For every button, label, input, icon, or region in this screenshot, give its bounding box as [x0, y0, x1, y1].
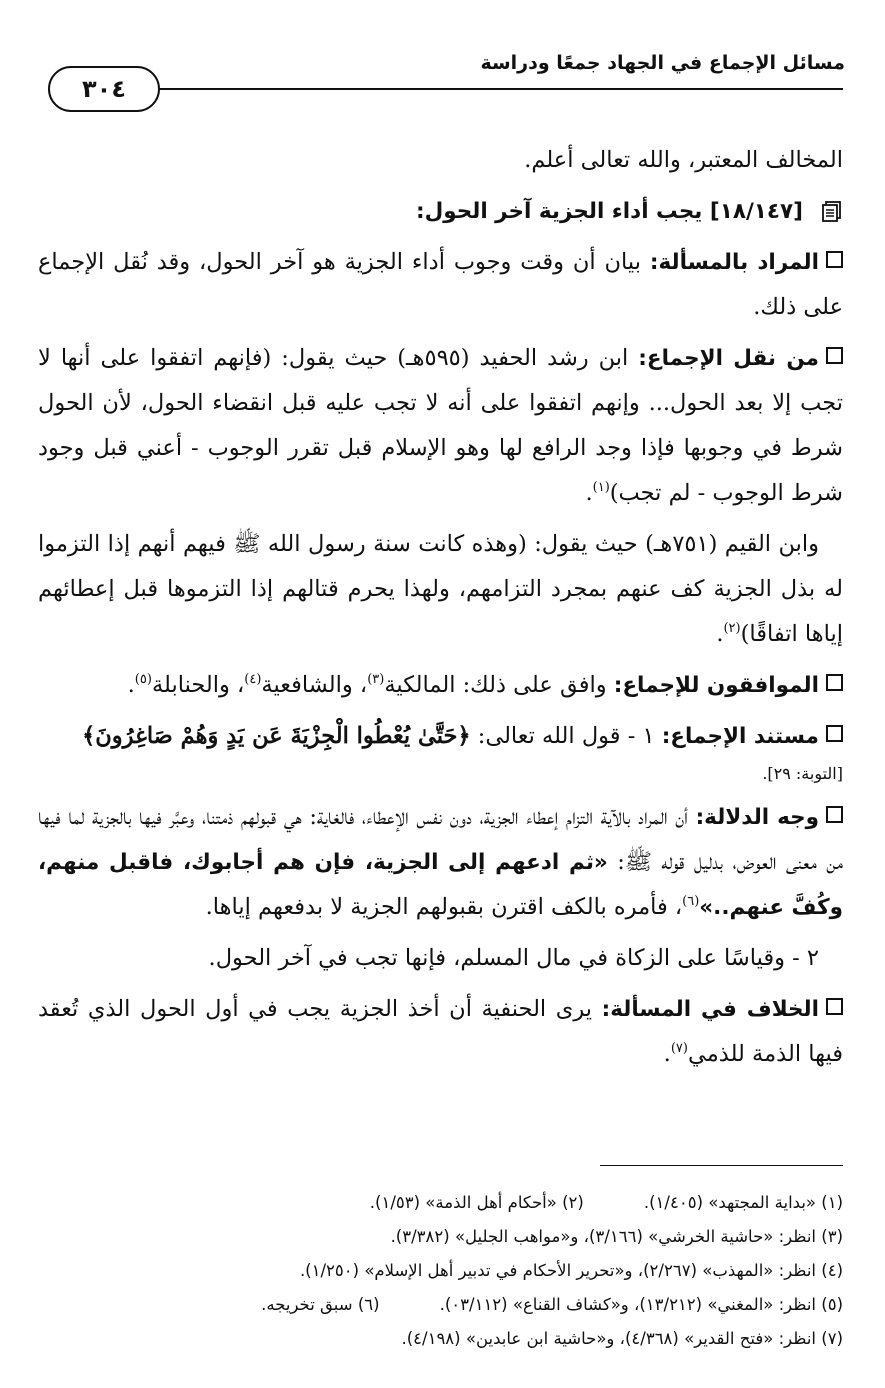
- footnote-marker: (٧): [670, 1041, 688, 1056]
- footnote-marker: (١): [592, 480, 610, 495]
- paragraph-ibn-qayyim: وابن القيم (٧٥١هـ) حيث يقول: (وهذه كانت سنة رسول الله ﷺ فيهم أنهم إذا التزموا له بذل الجزية كف عنهم بمجرد التزامهم، ولهذا يحرم قتالهم إذا التزموها قبل إعطائهم إياها اتفاقًا)$^{(٢)}$.: [38, 531, 843, 647]
- header-rule: [150, 88, 843, 90]
- meaning-label: المراد بالمسألة:: [649, 250, 819, 275]
- footnote-7: (٧) انظر: «فتح القدير» (٤/٣٦٨)، و«حاشية ابن عابدين» (٤/١٩٨).: [401, 1329, 843, 1348]
- footnotes: [38, 1186, 843, 1356]
- ibn-qayyim-text: وابن القيم (٧٥١هـ) حيث يقول: (وهذه كانت سنة رسول الله ﷺ فيهم أنهم إذا التزموا له بذل الجزية كف عنهم بمجرد التزامهم، ولهذا يحرم قتالهم إذا التزموها قبل إعطائهم إياها اتفاقًا): [38, 531, 843, 647]
- transmitters-text: ابن رشد الحفيد (٥٩٥هـ) حيث يقول: (فإنهم اتفقوا على أنها لا تجب إلا بعد الحول... وإنهم اتفقوا على أنه لا تجب عليه قبل انقضاء الحول، لأن الحول شرط في وجوبها فإذا وجد الرافع لها وهو الإسلام قبل تقرر الوجوب - أعني قبل وجود شرط الوجوب - لم تجب): [38, 345, 843, 506]
- footnote-row: [38, 1186, 843, 1220]
- footnote-5: (٥) انظر: «المغني» (١٣/٢١٢)، و«كشاف القناع» (٠٣/١١٢).: [439, 1295, 843, 1314]
- footnote-3: (٣) انظر: «حاشية الخرشي» (٣/١٦٦)، و«مواهب الجليل» (٣/٣٨٢).: [390, 1227, 843, 1246]
- paragraph-analogy: ٢ - وقياسًا على الزكاة في مال المسلم، فإنها تجب في آخر الحول.: [208, 945, 819, 971]
- footnote-marker: (٦): [682, 894, 700, 909]
- agreeing-label: الموافقون للإجماع:: [613, 673, 819, 698]
- dispute-label: الخلاف في المسألة:: [601, 997, 819, 1022]
- running-title: مسائل الإجماع في الجهاد جمعًا ودراسة: [480, 52, 845, 74]
- footnote-marker: (٤): [244, 672, 262, 687]
- quran-verse: ﴿حَتَّىٰ يُعْطُوا الْجِزْيَةَ عَن يَدٍ وَهُمْ صَاغِرُونَ﴾: [82, 723, 471, 749]
- paragraph-evidence: [38, 795, 843, 930]
- paragraph-closing: المخالف المعتبر، والله تعالى أعلم.: [524, 147, 843, 173]
- footnote-marker: (٥): [134, 672, 152, 687]
- paragraph-agreeing: الموافقون للإجماع: وافق على ذلك: المالكية$^{(٣)}$، والشافعية$^{(٤)}$، والحنابلة$^{(٥)}$.: [38, 663, 843, 708]
- evidence-tail: ، فأمره بالكف اقترن بقبولهم الجزية لا بدفعهم إياها.: [205, 894, 683, 920]
- evidence-text: أن المراد بالآية التزام إعطاء الجزية، دون نفس الإعطاء، فالغاية: هي قبولهم ذمتنا، وعبَّر فيها بالجزية لما فيها من معنى العوض، بدليل قوله ﷺ:: [38, 804, 843, 875]
- agreeing-text: ، والحنابلة: [151, 672, 245, 698]
- issue-heading: [38, 189, 843, 234]
- paragraph-dispute: الخلاف في المسألة: يرى الحنفية أن أخذ الجزية يجب في أول الحول الذي تُعقد فيها الذمة للذمي$^{(٧)}$.: [38, 996, 843, 1067]
- footnote-separator: [600, 1165, 843, 1166]
- verse-reference: [التوبة: ٢٩].: [762, 764, 843, 783]
- basis-text: ١ - قول الله تعالى:: [477, 723, 655, 749]
- footnote-row: [38, 1322, 843, 1356]
- paragraph-transmitters: من نقل الإجماع: ابن رشد الحفيد (٥٩٥هـ) حيث يقول: (فإنهم اتفقوا على أنها لا تجب إلا بعد الحول... وإنهم اتفقوا على أنه لا تجب عليه قبل انقضاء الحول، لأن الحول شرط في وجوبها فإذا وجد الرافع لها وهو الإسلام قبل تقرر الوجوب - أعني قبل وجود شرط الوجوب - لم تجب)$^{(١)}$.: [38, 345, 843, 506]
- checkbox-square-icon: [826, 251, 843, 268]
- main-text: [38, 138, 843, 1077]
- dispute-text: يرى الحنفية أن أخذ الجزية يجب في أول الحول الذي تُعقد فيها الذمة للذمي: [38, 996, 843, 1067]
- paragraph-basis: [38, 714, 843, 759]
- footnote-row: [38, 1220, 843, 1254]
- footnote-marker: (٣): [367, 672, 385, 687]
- footnote-row: [38, 1288, 843, 1322]
- issue-title: [١٨/١٤٧] يجب أداء الجزية آخر الحول:: [416, 199, 803, 224]
- footnote-row: [38, 1254, 843, 1288]
- hadith-quote: «ثم ادعهم إلى الجزية، فإن هم أجابوك، فاقبل منهم، وكُفَّ عنهم..»: [38, 850, 843, 920]
- footnote-6: (٦) سبق تخريجه.: [261, 1295, 380, 1314]
- checkbox-square-icon: [826, 998, 843, 1015]
- page-number: ٣٠٤: [48, 66, 160, 112]
- basis-label: مستند الإجماع:: [661, 724, 819, 749]
- transmitters-label: من نقل الإجماع:: [638, 346, 819, 371]
- footnote-marker: (٢): [723, 621, 741, 636]
- footnote-2: (٢) «أحكام أهل الذمة» (١/٥٣).: [369, 1193, 584, 1212]
- checkbox-square-icon: [826, 347, 843, 364]
- checkbox-square-icon: [826, 674, 843, 691]
- paragraph-meaning: [38, 240, 843, 330]
- footnote-4: (٤) انظر: «المهذب» (٢/٢٦٧)، و«تحرير الأحكام في تدبير أهل الإسلام» (١/٢٥٠).: [299, 1261, 843, 1280]
- checkbox-square-icon: [826, 725, 843, 742]
- evidence-label: وجه الدلالة:: [695, 805, 819, 830]
- document-stack-icon: [819, 200, 843, 224]
- agreeing-text: وافق على ذلك: المالكية: [384, 672, 607, 698]
- checkbox-square-icon: [826, 806, 843, 823]
- footnote-1: (١) «بداية المجتهد» (١/٤٠٥).: [643, 1193, 843, 1212]
- agreeing-text: ، والشافعية: [261, 672, 368, 698]
- meaning-text: بيان أن وقت وجوب أداء الجزية هو آخر الحول، وقد نُقل الإجماع على ذلك.: [38, 249, 843, 320]
